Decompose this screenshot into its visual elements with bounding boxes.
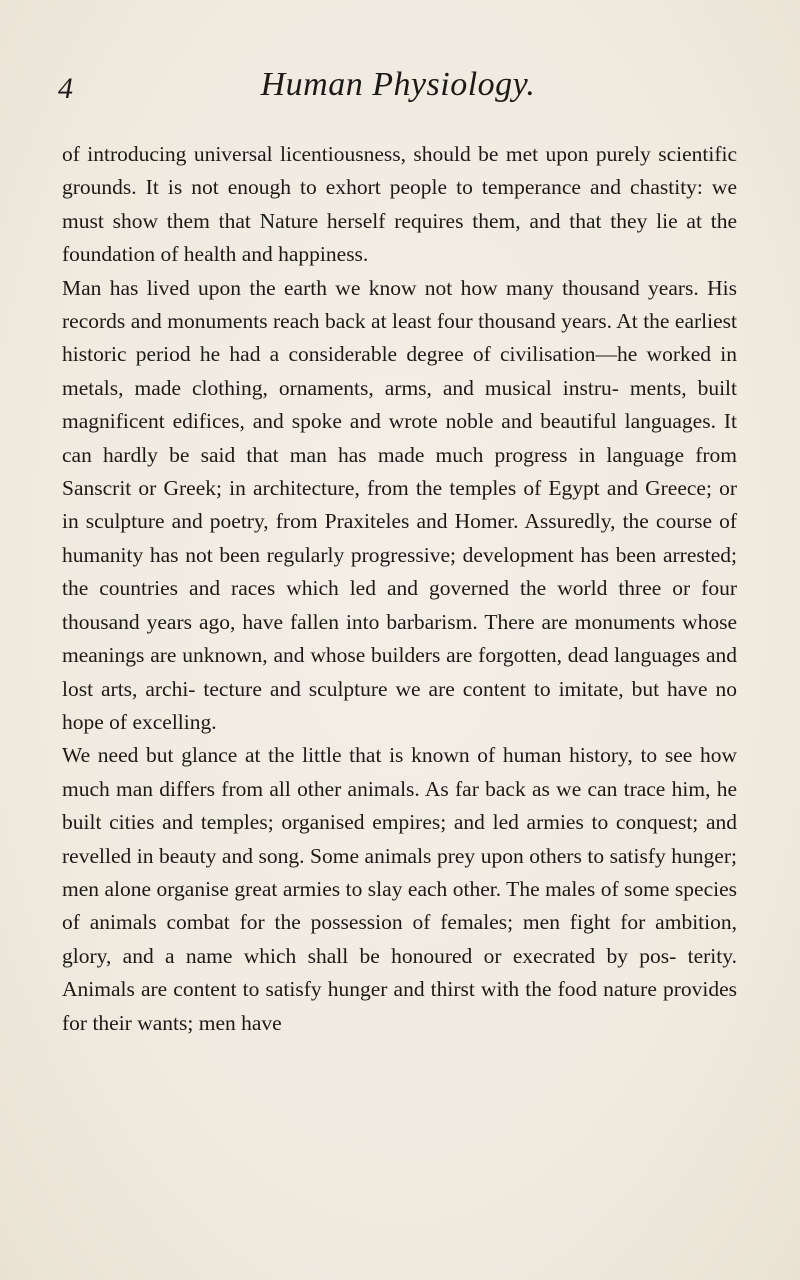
page-number: 4	[58, 72, 73, 105]
paragraph-1: of introducing universal licentiousness, should be met upon purely scientific grounds. It is not enough to exhort people to temperance and chastity: we must show them that Nature herself requires them, and that they lie at the foundation of health and happiness.	[62, 142, 737, 267]
paragraph-2: Man has lived upon the earth we know not how many thousand years. His records and monuments reach back at least four thousand years. At the earliest historic period he had a considerable degree of civilisation—he worked in metals, made clothing, ornaments, arms, and musical instru- ments, built magnificent edifices, and spoke and wrote noble and beautiful languages. It can hardly be said that man has made much progress in language from Sanscrit or Greek; in architecture, from the temples of Egypt and Greece; or in sculpture and poetry, from Praxiteles and Homer. Assuredly, the course of humanity has not been regularly progressive; development has been arrested; the countries and races which led and governed the world three or four thousand years ago, have fallen into barbarism. There are monuments whose meanings are unknown, and whose builders are forgotten, dead languages and lost arts, archi- tecture and sculpture we are content to imitate, but have no hope of excelling.	[62, 275, 737, 734]
body-text	[62, 138, 737, 1040]
running-title: Human Physiology.	[260, 66, 536, 103]
running-head	[58, 66, 738, 114]
paragraph-3: We need but glance at the little that is known of human history, to see how much man differs from all other animals. As far back as we can trace him, he built cities and temples; organised empires; and led armies to conquest; and revelled in beauty and song. Some animals prey upon others to satisfy hunger; men alone organise great armies to slay each other. The males of some species of animals combat for the possession of females; men fight for ambition, glory, and a name which shall be honoured or execrated by pos- terity. Animals are content to satisfy hunger and thirst with the food nature provides for their wants; men have	[62, 743, 737, 1035]
